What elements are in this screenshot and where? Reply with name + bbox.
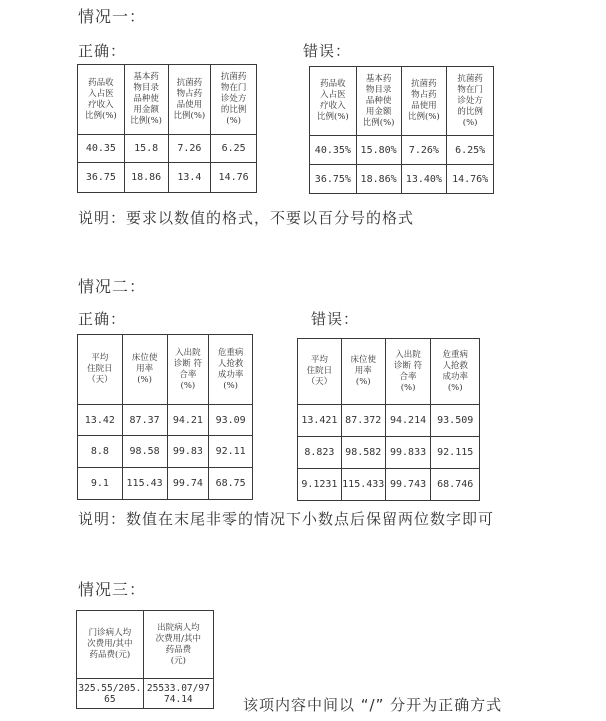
case1-wrong-label: 错误： <box>303 42 352 60</box>
table-row <box>78 405 253 436</box>
value-cell: 8.8 <box>78 436 123 468</box>
value-cell: 92.115 <box>431 437 480 469</box>
case1-correct-label: 正确： <box>78 42 127 60</box>
value-cell: 14.76% <box>447 165 494 194</box>
header-cell: 出院病人均 次费用/其中 药品费 (元) <box>143 611 213 679</box>
table-row <box>298 405 480 437</box>
header-cell: 入出院 诊断 符 合率 (%) <box>385 339 431 405</box>
value-cell: 94.214 <box>385 405 431 437</box>
header-cell: 平均 住院日 （天） <box>298 339 342 405</box>
value-cell: 92.11 <box>209 436 253 468</box>
header-cell: 抗菌药 物在门 诊处方 的比例 (%) <box>447 67 494 136</box>
value-cell: 40.35 <box>78 135 125 163</box>
header-cell: 门诊病人均 次费用/其中 药品费(元) <box>77 611 144 679</box>
value-cell: 325.55/205. 65 <box>77 679 144 709</box>
value-cell: 14.76 <box>211 163 257 193</box>
case2-title: 情况二： <box>78 277 147 296</box>
value-cell: 99.74 <box>167 468 209 500</box>
case1-correct-table <box>77 64 257 193</box>
case1-wrong-table <box>309 66 494 194</box>
header-cell: 平均 住院日 （天） <box>78 335 123 405</box>
header-cell: 基本药 物目录 品种使 用金额 比例(%) <box>124 65 168 135</box>
value-cell: 15.8 <box>124 135 168 163</box>
value-cell: 9.1 <box>78 468 123 500</box>
value-cell: 13.4 <box>168 163 211 193</box>
table-row <box>78 163 257 193</box>
value-cell: 68.75 <box>209 468 253 500</box>
value-cell: 93.509 <box>431 405 480 437</box>
value-cell: 6.25 <box>211 135 257 163</box>
table-row <box>298 437 480 469</box>
case3-note: 该项内容中间以 “/” 分开为正确方式 <box>243 696 503 714</box>
value-cell: 7.26% <box>401 136 447 165</box>
value-cell: 94.21 <box>167 405 209 436</box>
value-cell: 15.80% <box>356 136 401 165</box>
value-cell: 13.42 <box>78 405 123 436</box>
value-cell: 40.35% <box>310 136 357 165</box>
case2-correct-table <box>77 334 253 500</box>
value-cell: 13.40% <box>401 165 447 194</box>
header-cell: 危重病 人抢救 成功率 (%) <box>431 339 480 405</box>
value-cell: 98.58 <box>122 436 167 468</box>
value-cell: 93.09 <box>209 405 253 436</box>
case3-title: 情况三： <box>78 580 147 599</box>
table-row <box>298 469 480 501</box>
header-cell: 入出院 诊断 符 合率 (%) <box>167 335 209 405</box>
header-cell: 抗菌药 物在门 诊处方 的比例 (%) <box>211 65 257 135</box>
case2-wrong-table <box>297 338 480 501</box>
table-row <box>78 135 257 163</box>
value-cell: 99.833 <box>385 437 431 469</box>
header-cell: 药品收 入占医 疗收入 比例(%) <box>78 65 125 135</box>
header-cell: 药品收 入占医 疗收入 比例(%) <box>310 67 357 136</box>
table-row <box>78 468 253 500</box>
value-cell: 99.83 <box>167 436 209 468</box>
case3-table <box>76 610 214 709</box>
value-cell: 68.746 <box>431 469 480 501</box>
value-cell: 36.75% <box>310 165 357 194</box>
table-row <box>77 679 214 709</box>
case1-note: 说明：要求以数值的格式，不要以百分号的格式 <box>78 209 415 227</box>
case2-wrong-label: 错误： <box>311 310 360 328</box>
table-row <box>310 165 494 194</box>
value-cell: 36.75 <box>78 163 125 193</box>
value-cell: 7.26 <box>168 135 211 163</box>
value-cell: 8.823 <box>298 437 342 469</box>
value-cell: 98.582 <box>341 437 385 469</box>
table-row <box>310 136 494 165</box>
value-cell: 115.433 <box>341 469 385 501</box>
value-cell: 87.372 <box>341 405 385 437</box>
value-cell: 18.86% <box>356 165 401 194</box>
value-cell: 13.421 <box>298 405 342 437</box>
header-cell: 抗菌药 物占药 品使用 比例(%) <box>401 67 447 136</box>
value-cell: 25533.07/97 74.14 <box>143 679 213 709</box>
case2-correct-label: 正确： <box>78 310 127 328</box>
header-cell: 床位使 用率 (%) <box>122 335 167 405</box>
header-cell: 基本药 物目录 品种使 用金额 比例(%) <box>356 67 401 136</box>
value-cell: 9.1231 <box>298 469 342 501</box>
header-cell: 危重病 人抢救 成功率 (%) <box>209 335 253 405</box>
value-cell: 87.37 <box>122 405 167 436</box>
value-cell: 99.743 <box>385 469 431 501</box>
table-row <box>78 436 253 468</box>
case2-note: 说明：数值在末尾非零的情况下小数点后保留两位数字即可 <box>78 510 495 528</box>
header-cell: 床位使 用率 (%) <box>341 339 385 405</box>
value-cell: 18.86 <box>124 163 168 193</box>
header-cell: 抗菌药 物占药 品使用 比例(%) <box>168 65 211 135</box>
case1-title: 情况一： <box>78 7 147 26</box>
value-cell: 115.43 <box>122 468 167 500</box>
value-cell: 6.25% <box>447 136 494 165</box>
